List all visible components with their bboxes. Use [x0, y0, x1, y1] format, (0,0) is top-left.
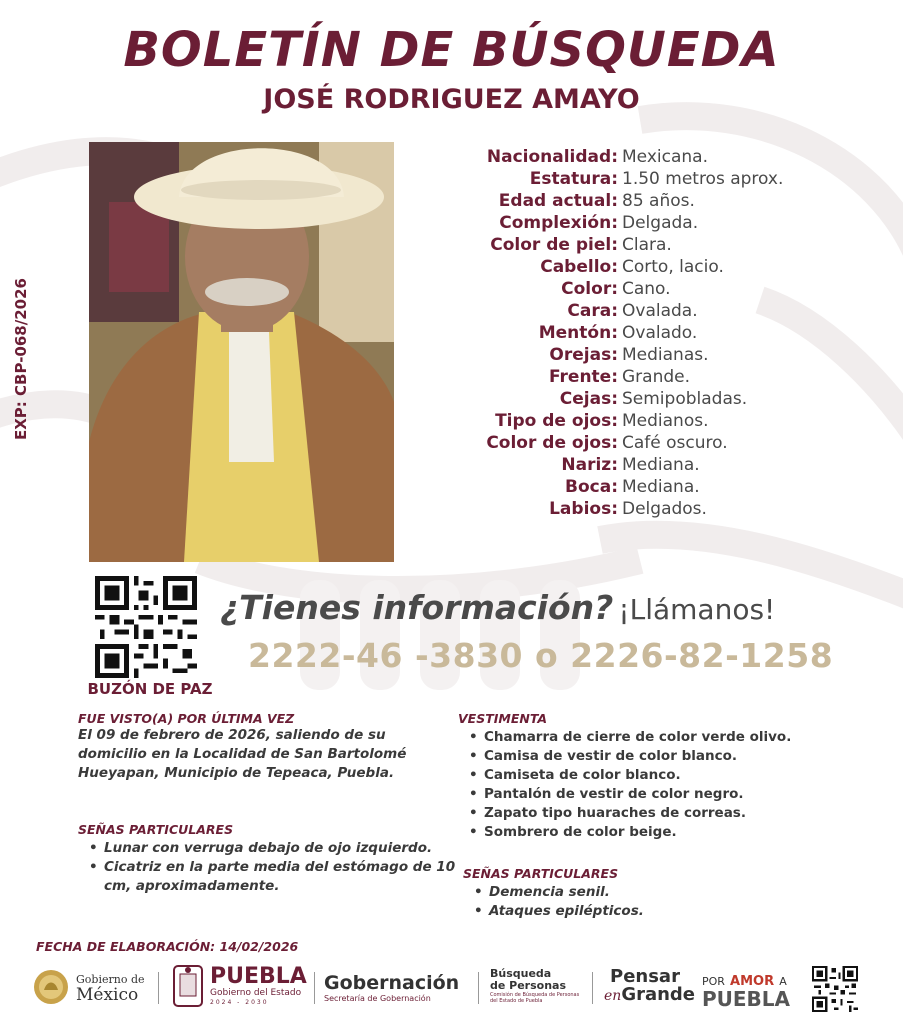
- puebla-subtitle: Gobierno del Estado: [210, 988, 302, 998]
- attr-label: Color de ojos:: [486, 433, 618, 453]
- missing-person-name: JOSÉ RODRIGUEZ AMAYO: [263, 84, 640, 115]
- por-amor-a-puebla-logo: [702, 962, 802, 1014]
- attr-value: Grande.: [622, 367, 691, 387]
- attr-row-nariz: [404, 454, 894, 476]
- list-item: • Camiseta de color blanco.: [458, 766, 898, 785]
- busqueda-personas-logo: [490, 962, 590, 1014]
- attr-label: Estatura:: [529, 169, 618, 189]
- list-item: • Chamarra de cierre de color verde olivo.: [458, 728, 898, 747]
- attr-label: Cara:: [567, 301, 618, 321]
- attr-row-orejas: [404, 344, 894, 366]
- attr-label: Boca:: [565, 477, 618, 497]
- buzon-de-paz-label: BUZÓN DE PAZ: [87, 680, 213, 698]
- list-item: • Camisa de vestir de color blanco.: [458, 747, 898, 766]
- clothing-list: [458, 728, 898, 842]
- attr-label: Frente:: [549, 367, 618, 387]
- distinguishing-marks-title: SEÑAS PARTICULARES: [78, 822, 234, 837]
- gobernacion-logo: [324, 962, 472, 1014]
- attr-row-labios: [404, 498, 894, 520]
- attr-value: Corto, lacio.: [622, 257, 724, 277]
- attr-row-tipo-ojos: [404, 410, 894, 432]
- attr-value: Mediana.: [622, 477, 700, 497]
- person-photo: [89, 142, 394, 562]
- attr-value: Clara.: [622, 235, 672, 255]
- gobernacion-wordmark: Gobernación: [324, 972, 460, 994]
- attr-label: Mentón:: [538, 323, 618, 343]
- gob-mexico-line2: México: [76, 985, 139, 1005]
- pensar-en-grande-logo: [604, 962, 700, 1014]
- attr-label: Complexión:: [499, 213, 618, 233]
- divider: [158, 972, 159, 1004]
- por-word: POR: [702, 975, 725, 988]
- last-seen-section: [78, 711, 438, 783]
- list-item: • Demencia senil.: [463, 883, 893, 902]
- grande-word: Grande: [621, 984, 696, 1005]
- attr-label: Tipo de ojos:: [495, 411, 618, 431]
- attr-value: Ovalada.: [622, 301, 698, 321]
- mexico-seal-icon: [32, 968, 70, 1006]
- list-item: • Sombrero de color beige.: [458, 823, 898, 842]
- attr-label: Color de piel:: [490, 235, 618, 255]
- last-seen-title: FUE VISTO(A) POR ÚLTIMA VEZ: [78, 711, 295, 726]
- last-seen-text: El 09 de febrero de 2026, saliendo de su domicilio en la Localidad de San Bartolomé Hueyapan, Municipio de Tepeaca, Puebla.: [78, 727, 407, 781]
- attr-row-frente: [404, 366, 894, 388]
- puebla-crest-icon: [172, 964, 204, 1008]
- attr-label: Labios:: [549, 499, 618, 519]
- gobernacion-subtitle: Secretaría de Gobernación: [324, 994, 431, 1003]
- attr-label: Cejas:: [559, 389, 618, 409]
- attr-row-complexion: [404, 212, 894, 234]
- pensar-word: Pensar: [610, 966, 680, 987]
- divider: [314, 972, 315, 1004]
- attr-row-cara: [404, 300, 894, 322]
- busqueda-line1: Búsqueda: [490, 967, 552, 980]
- en-word: en: [604, 988, 622, 1004]
- attr-label: Nariz:: [561, 455, 618, 475]
- attr-row-color: [404, 278, 894, 300]
- puebla-logo: [172, 962, 312, 1014]
- phone-numbers[interactable]: 2222-46 -3830 o 2226-82-1258: [248, 636, 834, 675]
- distinguishing-marks-list: [78, 839, 458, 896]
- gobierno-mexico-logo: [30, 962, 150, 1014]
- attr-value: Mexicana.: [622, 147, 708, 167]
- puebla-wordmark: PUEBLA: [210, 964, 307, 989]
- list-item: • Lunar con verruga debajo de ojo izquierdo.: [78, 839, 458, 858]
- attr-value: 85 años.: [622, 191, 695, 211]
- puebla-word: PUEBLA: [702, 987, 791, 1011]
- attr-row-boca: [404, 476, 894, 498]
- call-us: ¡Llámanos!: [618, 593, 776, 626]
- info-prompt: [220, 588, 900, 627]
- attr-row-cejas: [404, 388, 894, 410]
- attr-value: Medianas.: [622, 345, 709, 365]
- medical-marks-title: SEÑAS PARTICULARES: [463, 866, 619, 881]
- clothing-title: VESTIMENTA: [458, 711, 548, 726]
- attr-label: Orejas:: [549, 345, 618, 365]
- gob-mexico-line1: Gobierno de: [76, 973, 145, 986]
- medical-marks-list: [463, 883, 893, 921]
- info-question: ¿Tienes información?: [220, 588, 614, 627]
- attr-value: Café oscuro.: [622, 433, 728, 453]
- puebla-years: 2024 - 2030: [210, 999, 269, 1006]
- busqueda-line2: de Personas: [490, 979, 567, 992]
- attr-label: Edad actual:: [498, 191, 618, 211]
- clothing-section: [458, 711, 898, 842]
- attr-value: 1.50 metros aprox.: [622, 169, 784, 189]
- medical-marks-section: [463, 866, 893, 921]
- attr-row-nacionalidad: [404, 146, 894, 168]
- list-item: • Ataques epilépticos.: [463, 902, 893, 921]
- amor-word: AMOR: [730, 974, 775, 989]
- distinguishing-marks-section: [78, 822, 458, 896]
- attr-value: Semipobladas.: [622, 389, 748, 409]
- divider: [592, 972, 593, 1004]
- creation-date: FECHA DE ELABORACIÓN: 14/02/2026: [36, 939, 299, 954]
- attr-value: Medianos.: [622, 411, 709, 431]
- attr-row-edad: [404, 190, 894, 212]
- list-item: • Pantalón de vestir de color negro.: [458, 785, 898, 804]
- attr-row-menton: [404, 322, 894, 344]
- attr-row-piel: [404, 234, 894, 256]
- footer-qr-code-icon[interactable]: [812, 966, 858, 1012]
- attr-value: Mediana.: [622, 455, 700, 475]
- attr-value: Delgada.: [622, 213, 699, 233]
- description-list: [404, 146, 894, 520]
- divider: [478, 972, 479, 1004]
- buzon-qr-code-icon[interactable]: [95, 576, 197, 678]
- attr-row-cabello: [404, 256, 894, 278]
- attr-value: Ovalado.: [622, 323, 698, 343]
- list-item: • Cicatriz en la parte media del estómago de 10 cm, aproximadamente.: [78, 858, 458, 896]
- file-number: EXP: CBP-068/2026: [12, 278, 30, 440]
- attr-label: Color:: [561, 279, 618, 299]
- logo-strip: [30, 962, 870, 1014]
- bulletin-title: BOLETÍN DE BÚSQUEDA: [123, 22, 780, 78]
- attr-label: Cabello:: [540, 257, 618, 277]
- a-word: A: [779, 975, 787, 988]
- list-item: • Zapato tipo huaraches de correas.: [458, 804, 898, 823]
- attr-row-color-ojos: [404, 432, 894, 454]
- attr-row-estatura: [404, 168, 894, 190]
- attr-value: Cano.: [622, 279, 671, 299]
- attr-value: Delgados.: [622, 499, 707, 519]
- attr-label: Nacionalidad:: [486, 147, 618, 167]
- busqueda-subtitle: Comisión de Búsqueda de Personas del Estado de Puebla: [490, 992, 580, 1004]
